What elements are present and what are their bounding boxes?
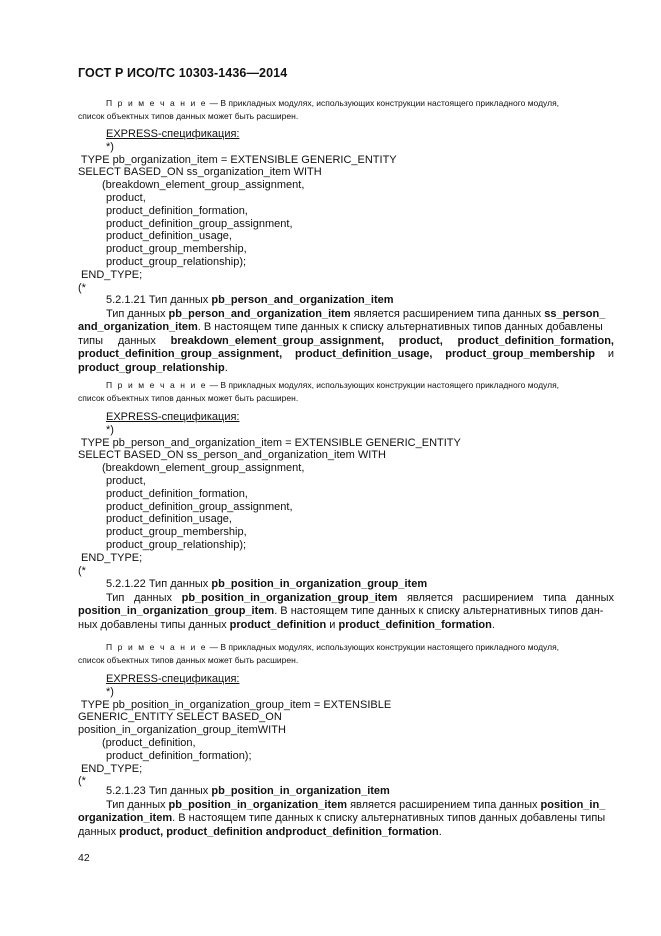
code-line: position_in_organization_group_itemWITH [78,724,286,737]
code-line: END_TYPE; [78,551,143,564]
note-label: П р и м е ч а н и е [106,642,208,652]
express-block [78,128,614,294]
code-line: product, [106,191,146,204]
page-number: 42 [78,852,90,864]
section-heading: 5.2.1.23 Тип данных pb_position_in_organization_item [106,785,390,797]
code-line: product_group_membership, [106,526,247,539]
section-5-2-1-22 [78,578,614,632]
code-line: product_definition_formation, [106,204,248,217]
code-line: product_definition_usage, [106,230,232,243]
section-paragraph-line: position_in_organization_group_item. В настоящем типе данных к списку альтернативных типов дан- [78,605,604,618]
section-paragraph: Тип данных pb_position_in_organization_group_item является расширением типа данных [106,591,614,604]
code-line: (product_definition, [102,736,196,749]
note-text: список объектных типов данных может быть расширен. [78,392,299,403]
section-5-2-1-23 [78,785,614,839]
section-paragraph-line: product_definition_group_assignment, product_definition_usage, product_group_membership и [78,348,614,361]
section-paragraph: Тип данных pb_person_and_organization_item является расширением типа данных ss_person_ [106,307,606,320]
code-line: product_group_membership, [106,243,247,256]
section-paragraph-line: ных добавлены типы данных product_definition и product_definition_formation. [78,618,495,631]
code-line: product_definition_formation); [106,749,252,762]
code-comment-close: *) [106,140,114,153]
code-line: TYPE pb_position_in_organization_group_item = EXTENSIBLE [78,698,392,711]
code-line: (breakdown_element_group_assignment, [102,462,305,475]
section-heading: 5.2.1.21 Тип данных pb_person_and_organization_item [106,294,394,306]
code-line: product_group_relationship); [106,255,247,268]
section-5-2-1-21 [78,294,614,376]
code-line: product_definition_group_assignment, [106,500,293,513]
code-line: product_group_relationship); [106,538,247,551]
document-header: ГОСТ Р ИСО/ТС 10303-1436—2014 [78,66,288,80]
note-text: — В прикладных модулях, использующих конструкции настоящего прикладного модуля, [207,380,560,390]
section-paragraph-line: данных product, product_definition andproduct_definition_formation. [78,825,442,838]
express-label: EXPRESS-спецификация: [106,673,240,685]
code-line: SELECT BASED_ON ss_person_and_organization_item WITH [78,449,386,462]
express-block [78,411,614,577]
section-paragraph-line: and_organization_item. В настоящем типе данных к списку альтернативных типов данных добавлены [78,321,603,334]
code-comment-close: *) [106,423,114,436]
express-label: EXPRESS-спецификация: [106,411,240,423]
code-line: product_definition_formation, [106,487,248,500]
note-text: — В прикладных модулях, использующих конструкции настоящего прикладного модуля, [207,98,560,108]
note-text: список объектных типов данных может быть расширен. [78,654,299,665]
code-comment-close: *) [106,685,114,698]
note-label: П р и м е ч а н и е [106,380,208,390]
code-line: END_TYPE; [78,762,143,775]
note [78,97,614,123]
section-heading: 5.2.1.22 Тип данных pb_position_in_organization_group_item [106,578,428,590]
code-line: TYPE pb_organization_item = EXTENSIBLE GENERIC_ENTITY [78,153,397,166]
code-comment-open: (* [78,281,86,294]
section-paragraph-line: типы данных breakdown_element_group_assignment, product, product_definition_formation, [78,334,614,347]
code-line: (breakdown_element_group_assignment, [102,179,305,192]
note-text: список объектных типов данных может быть расширен. [78,110,299,121]
code-comment-open: (* [78,564,86,577]
code-line: END_TYPE; [78,268,143,281]
note-label: П р и м е ч а н и е [106,98,208,108]
code-line: GENERIC_ENTITY SELECT BASED_ON [78,711,282,724]
section-paragraph: Тип данных pb_position_in_organization_item является расширением типа данных position_in_ [106,798,606,811]
code-line: product_definition_usage, [106,513,232,526]
note-text: — В прикладных модулях, использующих конструкции настоящего прикладного модуля, [207,642,560,652]
code-line: product_definition_group_assignment, [106,217,293,230]
note [78,379,614,405]
code-line: SELECT BASED_ON ss_organization_item WITH [78,166,322,179]
code-line: product, [106,474,146,487]
express-label: EXPRESS-спецификация: [106,128,240,140]
code-comment-open: (* [78,775,86,788]
section-paragraph-line: product_group_relationship. [78,361,228,374]
section-paragraph-line: organization_item. В настоящем типе данных к списку альтернативных типов данных добавлены типы [78,812,606,825]
note [78,641,614,667]
code-line: TYPE pb_person_and_organization_item = EXTENSIBLE GENERIC_ENTITY [78,436,461,449]
express-block [78,673,614,788]
